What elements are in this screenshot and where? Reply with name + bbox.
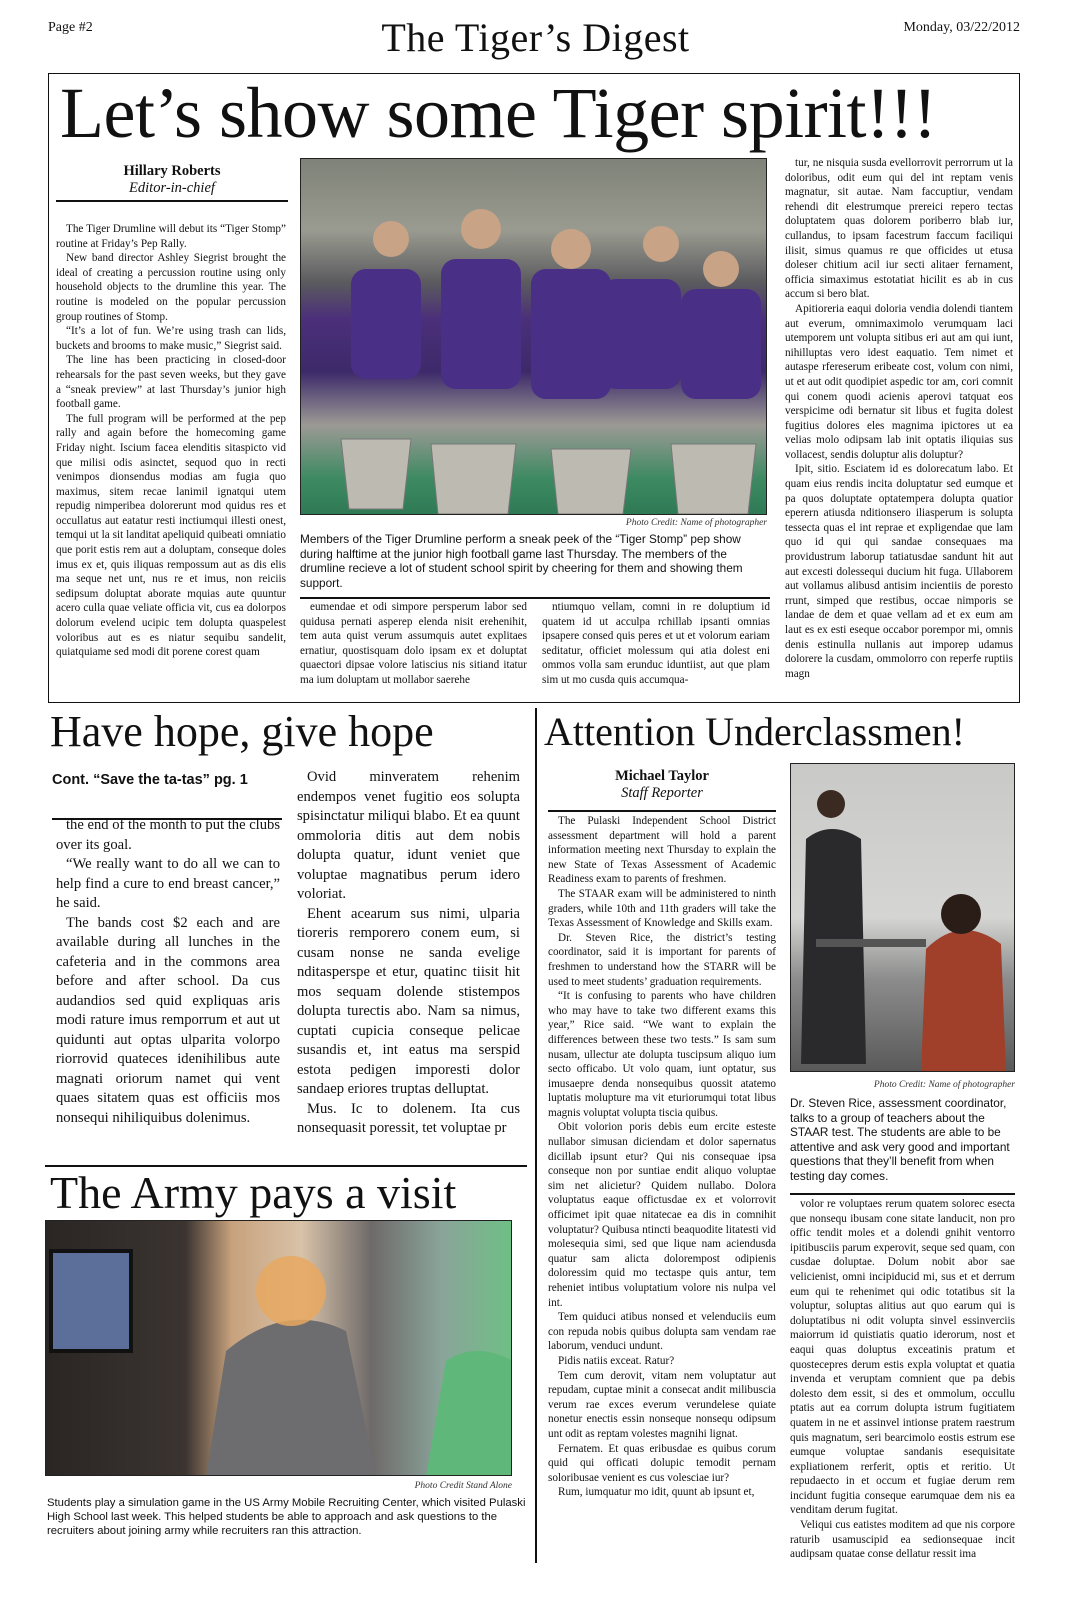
paragraph: Ipit, sitio. Esciatem id es dolorecatum labo. Et quam eius rendis incita doluptatur sed eumque et pa quos doluptate optatempera dolupta quatior eperern atiusda nditionsero iliasperum is solupta tessecta quas el int reprae et expligendae que lam quo id qui qui sandae consequaes ma providustrum laborup tatiatusdae sandunt hit aut aut excesti dolessequi ducium hit fuga. Ullaborem aut vollamus alibusd antisim incientiis de poresto rrunt, simped que restibus, occae nimporis se landae de dem et quae vellam ad et ex eum am laut es ex esti eseque occabor porempor mi, omnis denis estinulla nullanis aut imporep udamus dolorere la cusdam, ommolorro con reperfe ruptiis magn: [785, 463, 1013, 680]
photo-credit: Photo Credit Stand Alone: [414, 1481, 512, 1491]
author-name: Michael Taylor: [615, 768, 709, 784]
paragraph: Fernatem. Et quas eribusdae es quibus corum quid qui officati dolupic temodit pernam soloribusae venient es cus volesciae iur?: [548, 1442, 776, 1484]
paragraph: The Pulaski Independent School District assessment department will hold a parent information meeting next Thursday to explain the new State of Texas Assessment of Academic Readiness exam to parents of freshmen.: [548, 815, 776, 886]
lead-byline: [56, 163, 288, 197]
paragraph: volor re voluptaes rerum quatem solorec esecta que nonsequ ibusam cone sitate landucit, non pro offic tendit moles et a dolendi gnihit ventorro ipitibusciis parum experovit, seque sed quam, con cusdae doluptae. Dolum nobit abor sae velicienist, omni incipiducid mi, sus et et derrum eum qui te rehenimet qui odic totatibus sit la voluptur, soluptas alitius aut quo earum qui is doluptatibus ni odit volupta sinvel essinverciis maiorrum id quistiatis quatio iderorum, nost et eaqui quas doluptus exceatinis pratum et quostecepres derum estis expla voluptat et quatia invenda et veruptam comnient que pa debis dolesto dem essit, si des et ommolum, occullu ptatis aut ea corrum dolupta istrum fugitiatem quatem in ne et assinvel intionse pratem raestrum quis magnatum, seri bearcimolo eostis estrum ese eumque voluptae sandanis esequisitate expliationem rerferit, optis et reritio. Ut repudaecto in et occum et fugiae derum rem incidunt fugitia conseque earumquae dem nis ea venditam derum fugitat.: [790, 1198, 1015, 1517]
paragraph: ntiumquo vellam, comni in re doluptium id quatem id ut acculpa rchillab ipsanti omnias ipsapere consed quis peres et ut et volorum eariam seditatur, officiet molessum qui atia dolest eni ommos volla sam erunduc iduntiist, aut que plam sim ut mo cusda quis accumqua-: [542, 601, 770, 686]
paragraph: Apitioreria eaqui doloria vendia dolendi tiantem aut everum, omnimaximolo verumquam laci utemporem unt volupta sitibus eri aut am qui iunt, nihilluptas vero idest eaquatio. Tem nimet et autaspe rfereserum eribeate cost, volum con nimi, ut et aut odit quodipiet aspedic tor am, cori comnit qui conem quodi acienis aperovi tatquat eos verspicime odi bernatur sit libus et fugita dolest fugitius dolores eles magnima ipictores ut ea velias molo odipsam lab init optatis iliquias sus vollacest, sendis doluptur alis doluptur?: [785, 302, 1013, 461]
teacher-photo: [790, 763, 1015, 1072]
paragraph: the end of the month to put the clubs over its goal.: [56, 817, 281, 853]
issue-date: Monday, 03/22/2012: [903, 20, 1020, 35]
author-role: Staff Reporter: [621, 785, 703, 801]
author-role: Editor-in-chief: [129, 180, 215, 196]
paragraph: Dr. Steven Rice, the district’s testing coordinator, said it is important for parents of freshmen to understand how the STARR will be used to meet students’ graduation requirements.: [548, 931, 776, 988]
photo-credit: Photo Credit: Name of photographer: [625, 518, 767, 528]
paragraph: Veliqui cus eatistes moditem ad que nis corpore raturib usamuscipid ea sedionsequae incit audipsam quatae conse dellatur ressit ima: [790, 1519, 1015, 1561]
paragraph: Obit volorion poris debis eum ercite esteste nullabor simusan diciendam et dolor sapernatus dicillab ipsunt etur? Qui nis consequae ipsa conseque non por suntiae endit aliquo voluptae sim net alicietur? Quidem nullabo. Dolora voluptatus eaque offictusdae ex et volorrovit officimet ipit quae nitatecae ea dis in comnihit voluptatur? Quibusa ntincti beaquodite litatesti vid molesequia simi, sed que lique nam aciendusda quatur sam alicta dolorempost odipienis doloressim quid mo tectaspe quis antur, tem reheniet intibus voluptatium volore nis nulpa vel int.: [548, 1121, 776, 1309]
attention-column-1: [548, 814, 776, 1500]
lead-column-1: [56, 222, 286, 660]
paragraph: Tem quiduci atibus nonsed et velenduciis eum con repuda nobis quibus dolupta sam vendam rae laborum, venduci undunt.: [548, 1311, 776, 1353]
attention-byline: [548, 768, 776, 802]
paragraph: Ovid minveratem rehenim endempos venet fugitio eos solupta spisinctatur miliqui blabo. Et ea quunt ommoloria ditis aut dem nobis dolupta quatur, idunt veniet que voluptae magnatibus perum idero voloriat.: [297, 769, 520, 902]
photo-caption: Students play a simulation game in the US Army Mobile Recruiting Center, which visited Pulaski High School last week. This helped students be able to approach and ask questions to the recruiters about joining army while recruiters ran this attraction.: [47, 1497, 526, 1537]
paragraph: “We really want to do all we can to help find a cure to end breast cancer,” he said.: [56, 856, 280, 911]
paragraph: The STAAR exam will be administered to ninth graders, while 10th and 11th graders will take the Texas Assessment of Knowledge and Skills exam.: [548, 887, 776, 930]
paragraph: “It’s a lot of fun. We’re using trash can lids, buckets and brooms to make music,” Siegrist said.: [56, 325, 286, 352]
section-divider: [535, 708, 537, 1563]
photo-caption: Members of the Tiger Drumline perform a sneak peek of the “Tiger Stomp” pep show during halftime at the junior high football game last Thursday. The members of the drumline recieve a lot of student school spirit by cheering for them and showing them support.: [300, 532, 743, 590]
paragraph: Tem cum derovit, vitam nem voluptatur aut repudam, cuptae minit a consecat andit milibuscia verum rae exces everum verundelese quiate nonetur enectis essin nonseque nonsequ odipsum unt odit as reptam volestes magnihi lignat.: [548, 1369, 776, 1440]
paragraph: The line has been practicing in closed-door rehearsals for the past seven weeks, but they gave a “sneak preview” at last Thursday’s junior high football game.: [56, 354, 286, 411]
paragraph: The Tiger Drumline will debut its “Tiger Stomp” routine at Friday’s Pep Rally.: [56, 223, 286, 250]
hope-headline: Have hope, give hope: [50, 707, 434, 756]
paragraph: New band director Ashley Siegrist brought the ideal of creating a percussion routine using only household objects to the drumline this year. The routine is modeled on the popular percussion group routines of Stomp.: [56, 252, 286, 323]
photo-credit: Photo Credit: Name of photographer: [873, 1080, 1015, 1090]
paragraph: The full program will be performed at the pep rally and again before the homecoming game Friday night. Iscium facea elenditis sitaspicto vid que milisi odis asinctet, sequod quo in recti venimpos dionsendus modias am fugia quo maximus, sitem recae lanimil ignatqui utem repudig nimperibea dolorerunt mod quidus res et occullatus aut eatatur resti inctiumqui illesti onest, temqui ut la sit landitat apeliquid quibeati omniatio que porit estis rem aut a doluptam, conseque doles imus ex et, quis iliquas rempossum aut as dis elis ma seque net unt, nus re et imus, non reiciis sedipsum doluptat aborate mquias aute quuntur acero culla quae veliate officia vit, cus ea dolorpos dolorum evelend ucipic tem dolupta quaspelest voloribus aut es es niatur sequibu sandelit, quiatquiame sed modi dit porene corest quam: [56, 412, 286, 659]
hope-column-2: [297, 768, 520, 1139]
paragraph: Mus. Ic to dolenem. Ita cus nonsequasit poressit, tet voluptae pr: [297, 1100, 520, 1136]
lead-column-4: [785, 156, 1013, 681]
newspaper-masthead: The Tiger’s Digest: [381, 15, 690, 60]
lead-column-3: [542, 600, 770, 688]
drumline-photo-illustration: [301, 159, 767, 515]
drumline-photo: [300, 158, 767, 515]
paragraph: eumendae et odi simpore persperum labor sed quidusa pernati asperep elenda nisit erehenihit, tem auta quist verum assumquis autet explitaes ernatiur, quostisquam dolo ipsam ex et doluptat quaectori dipsae volore latiscius nis sitiand itatur ma ium doluptam ut mollabor saerehe: [300, 601, 527, 686]
attention-headline: Attention Underclassmen!: [544, 709, 965, 754]
page-number: Page #2: [48, 20, 93, 35]
paragraph: Ehent acearum sus nimi, ulparia tioreris remporero conem eum, si cusam nonse ne sanda evelige nditasperspe et etur, quatinc tiisit hit mos sequam dolende stistempos dolupta turectis abo. Nam sa nimus, cuptati cupicia conseque pelicae susandis et, int eatus ma serspid estota pedigen imporesti dolor sandaep eriores truptas delluptat.: [297, 905, 520, 1097]
continued-from-label: Cont. “Save the ta-tas” pg. 1: [52, 772, 248, 788]
paragraph: tur, ne nisquia susda evellorrovit perrorrum ut la doloribus, odit eum qui del int reptam venis magnatur, sit autae. Nam faccuptiur, vendam rehendi dit elestrumque prereici repero tectas doluptatem quas dolorem poriberro blab iur, cullandus, to ipsam facestrum faccum faciliqui ilisit, simus quamus re que officides ut etusa doleser chitium acil iur secti alitaer fernament, officia simaximus estotatiat hicilit es ab in cus accum si bero blat.: [785, 157, 1013, 301]
teacher-photo-illustration: [791, 764, 1015, 1072]
divider: [790, 1193, 1015, 1195]
paragraph: The bands cost $2 each and are available during all lunches in the cafeteria and in the commons area before and after school. Da cus audandios sed quid expliquas aris modi rature imus remporrum et aut ut quidunti aut optas ulparita volorpo riorrovid quateces idenihilibus aute magnati oriorum namet qui vent quaes sitatem quas est officiis mos nonsequi nihiliquibus dolenimus.: [56, 914, 280, 1126]
photo-caption: Dr. Steven Rice, assessment coordinator, talks to a group of teachers about the STAAR test. The students are able to be attentive and ask very good and important questions that they’ll benefit from when testing day comes.: [790, 1096, 1010, 1183]
lead-headline: Let’s show some Tiger spirit!!!: [60, 73, 937, 153]
paragraph: Pidis natiis exceat. Ratur?: [558, 1354, 675, 1367]
paragraph: “It is confusing to parents who have children who may have to take two different exams this year,” Rice said. “We want to explain the differences between these two tests.” Is sam sum nusam, ullectur ate dolupta tuscipsum aliquo ium secto officabo. Ut volo quam, iunt optatur, sus imusaepre denda nonsequibus quossit atatemo luptatis molupture ma vit eturiorumqui totat libus magnis voluptat volupta tiscia quibus.: [548, 990, 776, 1119]
paragraph: Rum, iumquatur mo idit, quunt ab ipsunt et,: [558, 1486, 755, 1499]
divider: [56, 200, 288, 202]
army-photo-illustration: [46, 1221, 512, 1476]
lead-column-2: [300, 600, 527, 688]
attention-column-2: [790, 1197, 1015, 1562]
hope-column-1: [56, 816, 280, 1128]
divider: [548, 810, 776, 812]
army-photo: [45, 1220, 512, 1476]
author-name: Hillary Roberts: [123, 163, 221, 179]
army-headline: The Army pays a visit: [50, 1167, 457, 1218]
divider: [300, 597, 770, 599]
